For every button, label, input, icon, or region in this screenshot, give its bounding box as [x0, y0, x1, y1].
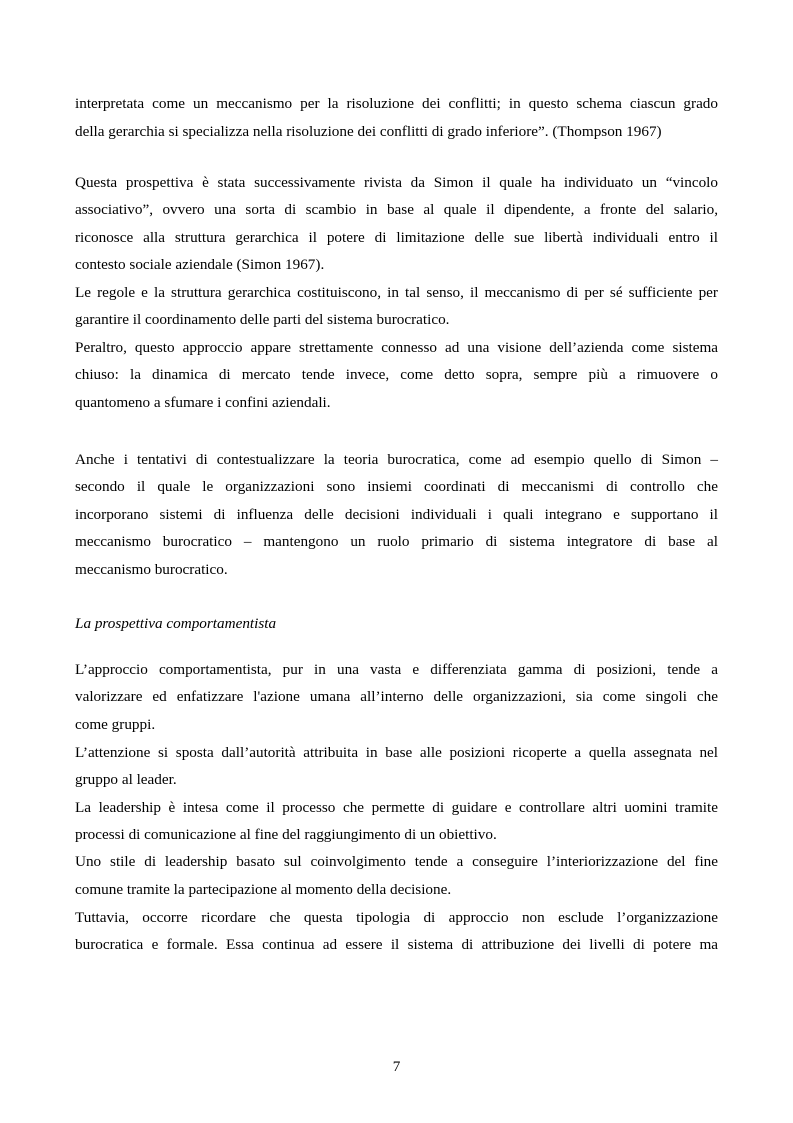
text-line: incorporano sistemi di influenza delle decisioni individuali i quali integrano e supportano il — [75, 506, 718, 523]
text-line: L’attenzione si sposta dall’autorità attribuita in base alle posizioni ricoperte a quella assegnata nel — [75, 744, 718, 761]
text-line: Uno stile di leadership basato sul coinvolgimento tende a conseguire l’interiorizzazione del fine — [75, 853, 718, 870]
text-line: secondo il quale le organizzazioni sono insiemi coordinati di meccanismi di controllo che — [75, 478, 718, 495]
text-line: L’approccio comportamentista, pur in una vasta e differenziata gamma di posizioni, tende a — [75, 661, 718, 678]
text-line: chiuso: la dinamica di mercato tende invece, come detto sopra, sempre più a rimuovere o — [75, 366, 718, 383]
text-line: meccanismo burocratico – mantengono un ruolo primario di sistema integratore di base al — [75, 533, 718, 550]
text-line: quantomeno a sfumare i confini aziendali. — [75, 394, 331, 411]
section-heading: La prospettiva comportamentista — [75, 615, 277, 632]
text-line: come gruppi. — [75, 716, 156, 733]
text-line: contesto sociale aziendale (Simon 1967). — [75, 256, 325, 273]
text-line: Le regole e la struttura gerarchica costituiscono, in tal senso, il meccanismo di per sé sufficiente per — [75, 284, 718, 301]
text-line: garantire il coordinamento delle parti del sistema burocratico. — [75, 311, 450, 328]
text-line: associativo”, ovvero una sorta di scambio in base al quale il dipendente, a fronte del salario, — [75, 201, 718, 218]
text-line: Questa prospettiva è stata successivamente rivista da Simon il quale ha individuato un “vincolo — [75, 174, 718, 191]
text-line: meccanismo burocratico. — [75, 561, 228, 578]
text-line: Tuttavia, occorre ricordare che questa tipologia di approccio non esclude l’organizzazione — [75, 909, 718, 926]
text-line: valorizzare ed enfatizzare l'azione umana all’interno delle organizzazioni, sia come singoli che — [75, 688, 718, 705]
text-line: burocratica e formale. Essa continua ad essere il sistema di attribuzione dei livelli di potere ma — [75, 936, 718, 953]
text-line: La leadership è intesa come il processo che permette di guidare e controllare altri uomini tramite — [75, 799, 718, 816]
text-line: Anche i tentativi di contestualizzare la teoria burocratica, come ad esempio quello di Simon – — [75, 451, 718, 468]
text-line: gruppo al leader. — [75, 771, 177, 788]
text-line: della gerarchia si specializza nella risoluzione dei conflitti di grado inferiore”. (Thompson 1967) — [75, 123, 662, 140]
page-number: 7 — [392, 1058, 401, 1075]
text-line: interpretata come un meccanismo per la risoluzione dei conflitti; in questo schema ciascun grado — [75, 95, 718, 112]
text-line: Peraltro, questo approccio appare strettamente connesso ad una visione dell’azienda come sistema — [75, 339, 718, 356]
text-line: comune tramite la partecipazione al momento della decisione. — [75, 881, 452, 898]
text-line: riconosce alla struttura gerarchica il potere di limitazione delle sue libertà individuali entro il — [75, 229, 718, 246]
text-line: processi di comunicazione al fine del raggiungimento di un obiettivo. — [75, 826, 497, 843]
